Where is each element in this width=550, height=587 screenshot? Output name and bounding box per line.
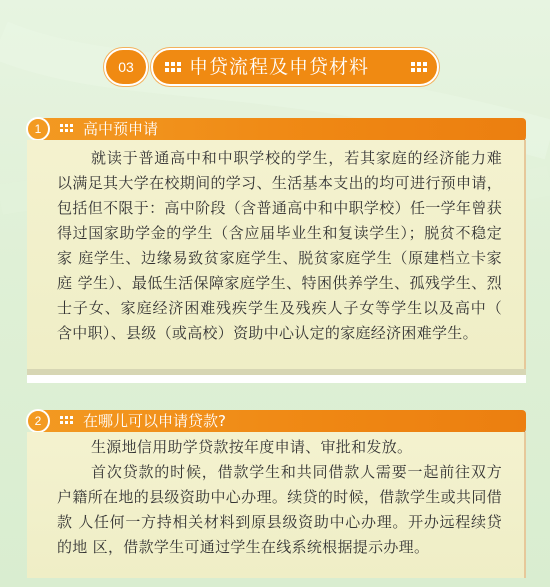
- paragraph: 生源地信用助学贷款按年度申请、审批和发放。: [91, 438, 413, 456]
- subsection-title-bar: [27, 118, 526, 140]
- subsection-title: 高中预申请: [83, 120, 159, 138]
- dot-grid-icon: [60, 124, 73, 132]
- section-header: [104, 48, 439, 86]
- paragraph: 就读于普通高中和中职学校的学生，若其家庭的经济能力难以满足其大学在校期间的学习、生活基本支出的均可进行预申请，包括但不限于：高中阶段（含普通高中和中职学校）任一学年曾获得过国家助学金的学生（含应届毕业生和复读学生）；脱贫不稳定家 庭学生、边缘易致贫家庭学生、脱贫家庭学生（原建档立卡家庭 学生）、最低生活保障家庭学生、特困供养学生、孤残学生、烈 士子女、家庭经济困难残疾学生及残疾人子女等学生以及高中（ 含中职）、县级（或高校）资助中心认定的家庭经济困难学生。: [57, 149, 502, 342]
- paragraph: 首次贷款的时候，借款学生和共同借款人需要一起前往双方户籍所在地的县级资助中心办理。续贷的时候，借款学生或共同借款 人任何一方持相关材料到原县级资助中心办理。开办远程续贷的地 区，借款学生可通过学生在线系统根据提示办理。: [57, 463, 502, 556]
- dot-grid-icon: [411, 62, 427, 72]
- subsection-title: 在哪儿可以申请贷款?: [83, 412, 226, 430]
- section-title: 申贷流程及申贷材料: [189, 56, 370, 78]
- section-number-badge: 03: [104, 48, 148, 86]
- subsection-number: 1: [26, 117, 50, 141]
- dot-grid-icon: [165, 62, 181, 72]
- divider: [27, 375, 526, 383]
- section-title-pill: [151, 48, 439, 86]
- subsection-title-bar: [27, 410, 526, 432]
- subsection-number: 2: [26, 409, 50, 433]
- content-box: [27, 140, 526, 369]
- content-box: [27, 432, 526, 578]
- dot-grid-icon: [60, 416, 73, 424]
